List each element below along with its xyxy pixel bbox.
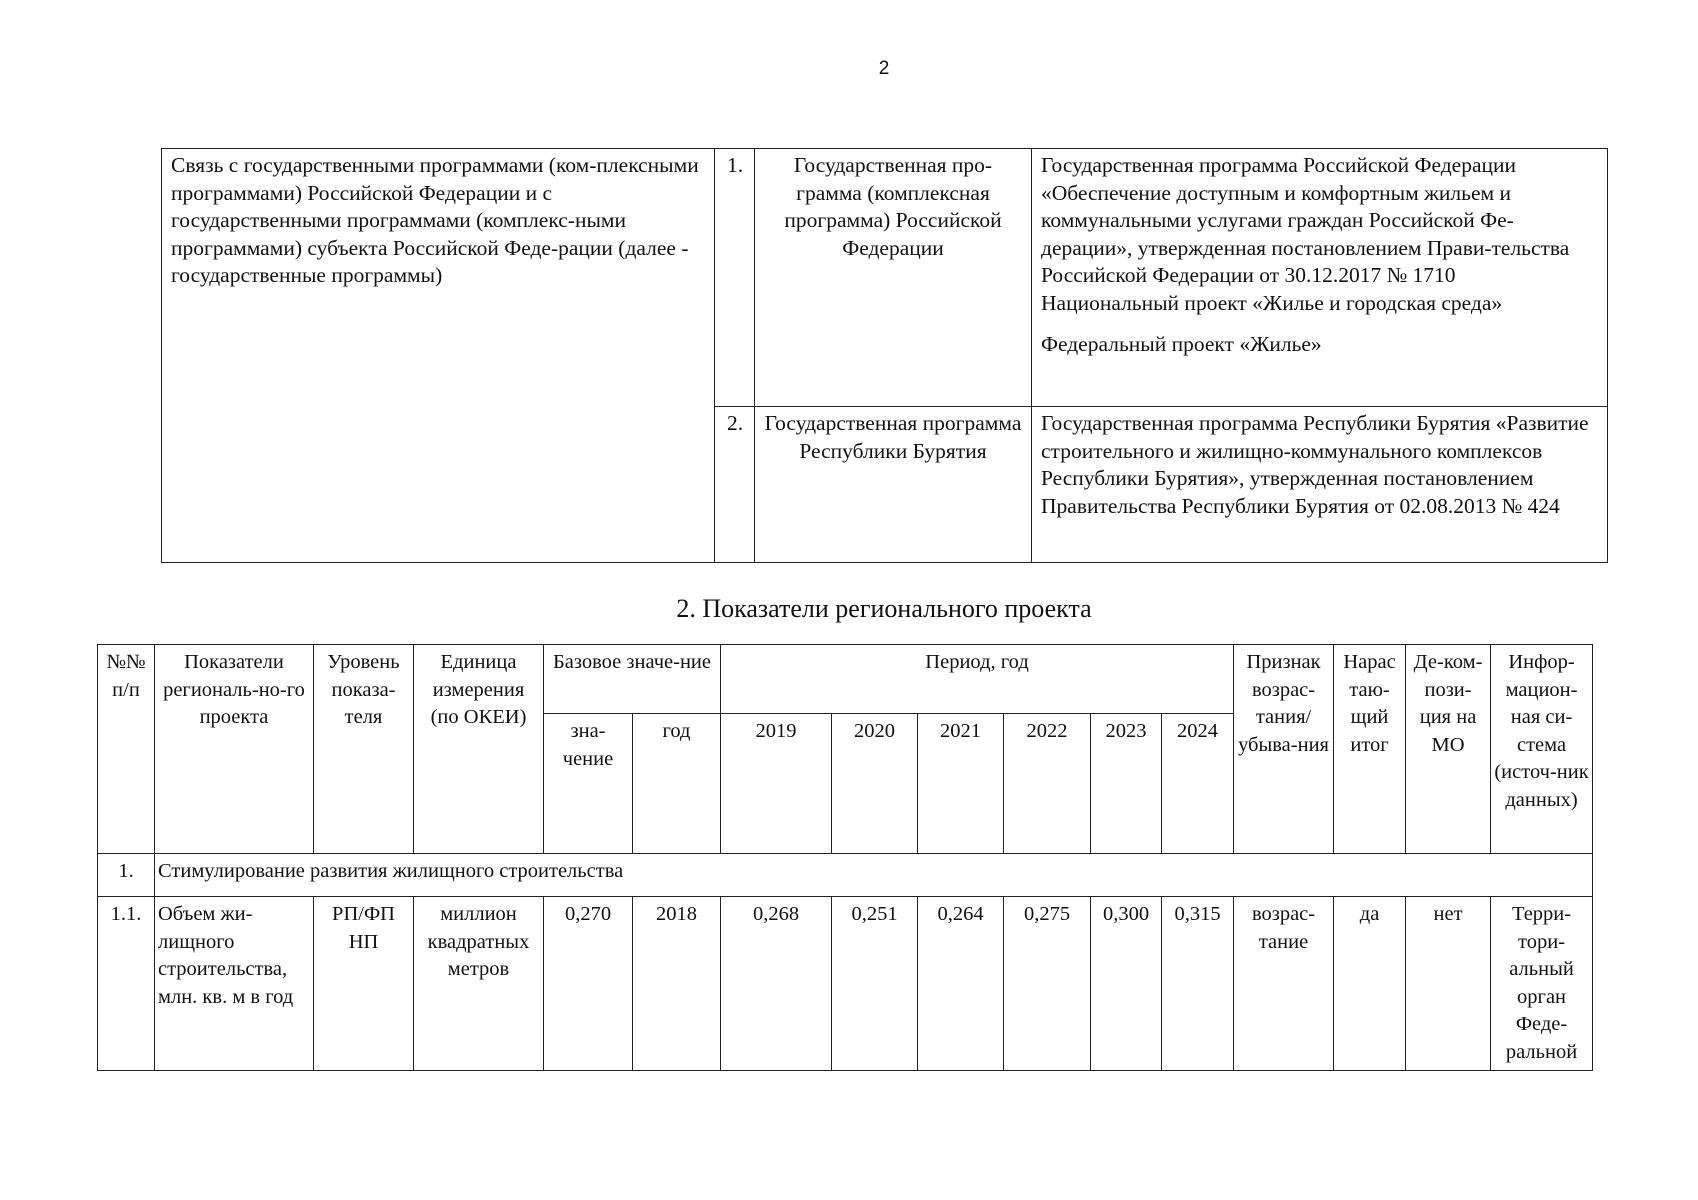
year-value: 0,315: [1162, 897, 1234, 1071]
header-row: [98, 645, 1593, 714]
program-description: [1032, 407, 1608, 563]
page-number: 2: [878, 58, 890, 79]
program-links-table: [161, 148, 1608, 563]
indicators-table: [97, 644, 1593, 1071]
header-year: 2019: [721, 714, 832, 854]
indicator-level: РП/ФП НП: [314, 897, 414, 1071]
table-row: [162, 149, 1608, 407]
base-value: 0,270: [544, 897, 633, 1071]
links-label: Связь с государственными программами (ком-плексными программами) Российской Федерации и с государственными программами (комплекс-ными программами) субъекта Российской Феде-рации (далее - государственные программы): [171, 153, 699, 287]
header-indicator: Показатели региональ-но-го проекта: [155, 645, 314, 854]
section-title: 2. Показатели регионального проекта: [676, 594, 1092, 623]
federal-project-text: Федеральный проект «Жилье»: [1041, 332, 1322, 356]
base-year: 2018: [633, 897, 721, 1071]
program-description-text: Государственная программа Российской Федерации «Обеспечение доступным и комфортным жильем и коммунальными услугами граждан Российской Фе-дерации», утвержденная постановлением Прави-тельства Российской Федерации от 30.12.2017 № 1710: [1041, 153, 1570, 287]
header-level: Уровень показа-теля: [314, 645, 414, 854]
header-year: 2023: [1091, 714, 1162, 854]
year-value: 0,300: [1091, 897, 1162, 1071]
cumulative-value: да: [1334, 897, 1406, 1071]
header-base-value: зна-чение: [544, 714, 633, 854]
header-year: 2024: [1162, 714, 1234, 854]
row-number: 1.: [715, 149, 755, 407]
national-project-text: Национальный проект «Жилье и городская среда»: [1041, 290, 1503, 315]
row-num: 1.1.: [98, 897, 155, 1071]
year-value: 0,264: [918, 897, 1004, 1071]
section-num: 1.: [98, 854, 155, 897]
header-period: Период, год: [721, 645, 1234, 714]
info-system-value: Терри-тори-альный орган Феде-ральной: [1491, 897, 1593, 1071]
year-value: 0,275: [1004, 897, 1091, 1071]
row-number: 2.: [715, 407, 755, 563]
header-year: 2020: [832, 714, 918, 854]
header-info-system: Инфор-мацион-ная си-стема (источ-ник данных): [1491, 645, 1593, 854]
section-label: Стимулирование развития жилищного строительства: [155, 854, 1593, 897]
header-decomposition: Де-ком-пози-ция на МО: [1406, 645, 1491, 854]
header-trend: Признак возрас-тания/ убыва-ния: [1234, 645, 1334, 854]
trend-value: возрас-тание: [1234, 897, 1334, 1071]
header-cumulative: Нарас таю-щий итог: [1334, 645, 1406, 854]
header-year: 2022: [1004, 714, 1091, 854]
header-base: Базовое значе-ние: [544, 645, 721, 714]
section-row: [98, 854, 1593, 897]
header-num: №№ п/п: [98, 645, 155, 854]
program-description-text: Государственная программа Республики Бурятия «Развитие строительного и жилищно-коммунального комплексов Республики Бурятия», утвержденная постановлением Правительства Республики Бурятия от 02.08.2013 № 424: [1041, 411, 1589, 518]
year-value: 0,251: [832, 897, 918, 1071]
program-type: Государственная программа Республики Бурятия: [755, 407, 1032, 563]
decomposition-value: нет: [1406, 897, 1491, 1071]
header-unit: Единица измерения (по ОКЕИ): [414, 645, 544, 854]
program-description: [1032, 149, 1608, 407]
indicator-unit: миллион квадратных метров: [414, 897, 544, 1071]
table-row: [98, 897, 1593, 1071]
year-value: 0,268: [721, 897, 832, 1071]
header-year: 2021: [918, 714, 1004, 854]
links-label-cell: [162, 149, 715, 563]
indicator-name: Объем жи-лищного строительства, млн. кв. м в год: [155, 897, 314, 1071]
header-base-year: год: [633, 714, 721, 854]
program-type: Государственная про-грамма (комплексная программа) Российской Федерации: [755, 149, 1032, 407]
